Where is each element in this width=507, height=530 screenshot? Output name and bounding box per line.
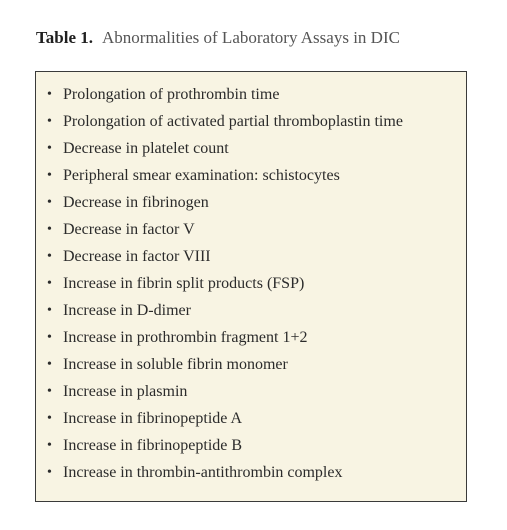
list-item-text: Increase in fibrinopeptide B bbox=[63, 437, 243, 454]
list-item-text: Decrease in fibrinogen bbox=[63, 194, 209, 211]
list-item bbox=[36, 354, 466, 381]
list-item bbox=[36, 327, 466, 354]
list-item-text: Decrease in platelet count bbox=[63, 140, 229, 157]
list-item bbox=[36, 219, 466, 246]
list-item-text: Increase in prothrombin fragment 1+2 bbox=[63, 329, 308, 346]
bullet-dot-icon: • bbox=[47, 411, 52, 426]
list-item-text: Increase in fibrinopeptide A bbox=[63, 410, 243, 427]
table-title: Abnormalities of Laboratory Assays in DIC bbox=[102, 28, 400, 47]
list-item bbox=[36, 138, 466, 165]
table-label: Table 1. bbox=[36, 28, 94, 47]
bullet-dot-icon: • bbox=[47, 303, 52, 318]
list-item-text: Prolongation of prothrombin time bbox=[63, 86, 280, 103]
list-item bbox=[36, 192, 466, 219]
list-item bbox=[36, 84, 466, 111]
bullet-dot-icon: • bbox=[47, 465, 52, 480]
bullet-dot-icon: • bbox=[47, 276, 52, 291]
list-item-text: Increase in D-dimer bbox=[63, 302, 191, 319]
list-item-text: Decrease in factor V bbox=[63, 221, 195, 238]
list-item-text: Peripheral smear examination: schistocytes bbox=[63, 167, 340, 184]
bullet-dot-icon: • bbox=[47, 249, 52, 264]
table-caption bbox=[36, 27, 400, 49]
list-item-text: Increase in plasmin bbox=[63, 383, 188, 400]
list-item bbox=[36, 462, 466, 489]
bullet-dot-icon: • bbox=[47, 222, 52, 237]
bullet-dot-icon: • bbox=[47, 438, 52, 453]
list-item bbox=[36, 246, 466, 273]
list-item bbox=[36, 435, 466, 462]
list-item-text: Increase in thrombin-antithrombin complex bbox=[63, 464, 343, 481]
list-item bbox=[36, 165, 466, 192]
bullet-dot-icon: • bbox=[47, 87, 52, 102]
list-item bbox=[36, 273, 466, 300]
abnormalities-list bbox=[36, 72, 466, 489]
list-item bbox=[36, 111, 466, 138]
list-item-text: Increase in soluble fibrin monomer bbox=[63, 356, 288, 373]
bullet-dot-icon: • bbox=[47, 357, 52, 372]
list-item bbox=[36, 408, 466, 435]
list-item-text: Decrease in factor VIII bbox=[63, 248, 211, 265]
bullet-dot-icon: • bbox=[47, 384, 52, 399]
table-box bbox=[35, 71, 467, 502]
list-item bbox=[36, 381, 466, 408]
bullet-dot-icon: • bbox=[47, 195, 52, 210]
list-item bbox=[36, 300, 466, 327]
list-item-text: Increase in fibrin split products (FSP) bbox=[63, 275, 305, 292]
bullet-dot-icon: • bbox=[47, 330, 52, 345]
bullet-dot-icon: • bbox=[47, 114, 52, 129]
list-item-text: Prolongation of activated partial thromboplastin time bbox=[63, 113, 403, 130]
bullet-dot-icon: • bbox=[47, 168, 52, 183]
bullet-dot-icon: • bbox=[47, 141, 52, 156]
